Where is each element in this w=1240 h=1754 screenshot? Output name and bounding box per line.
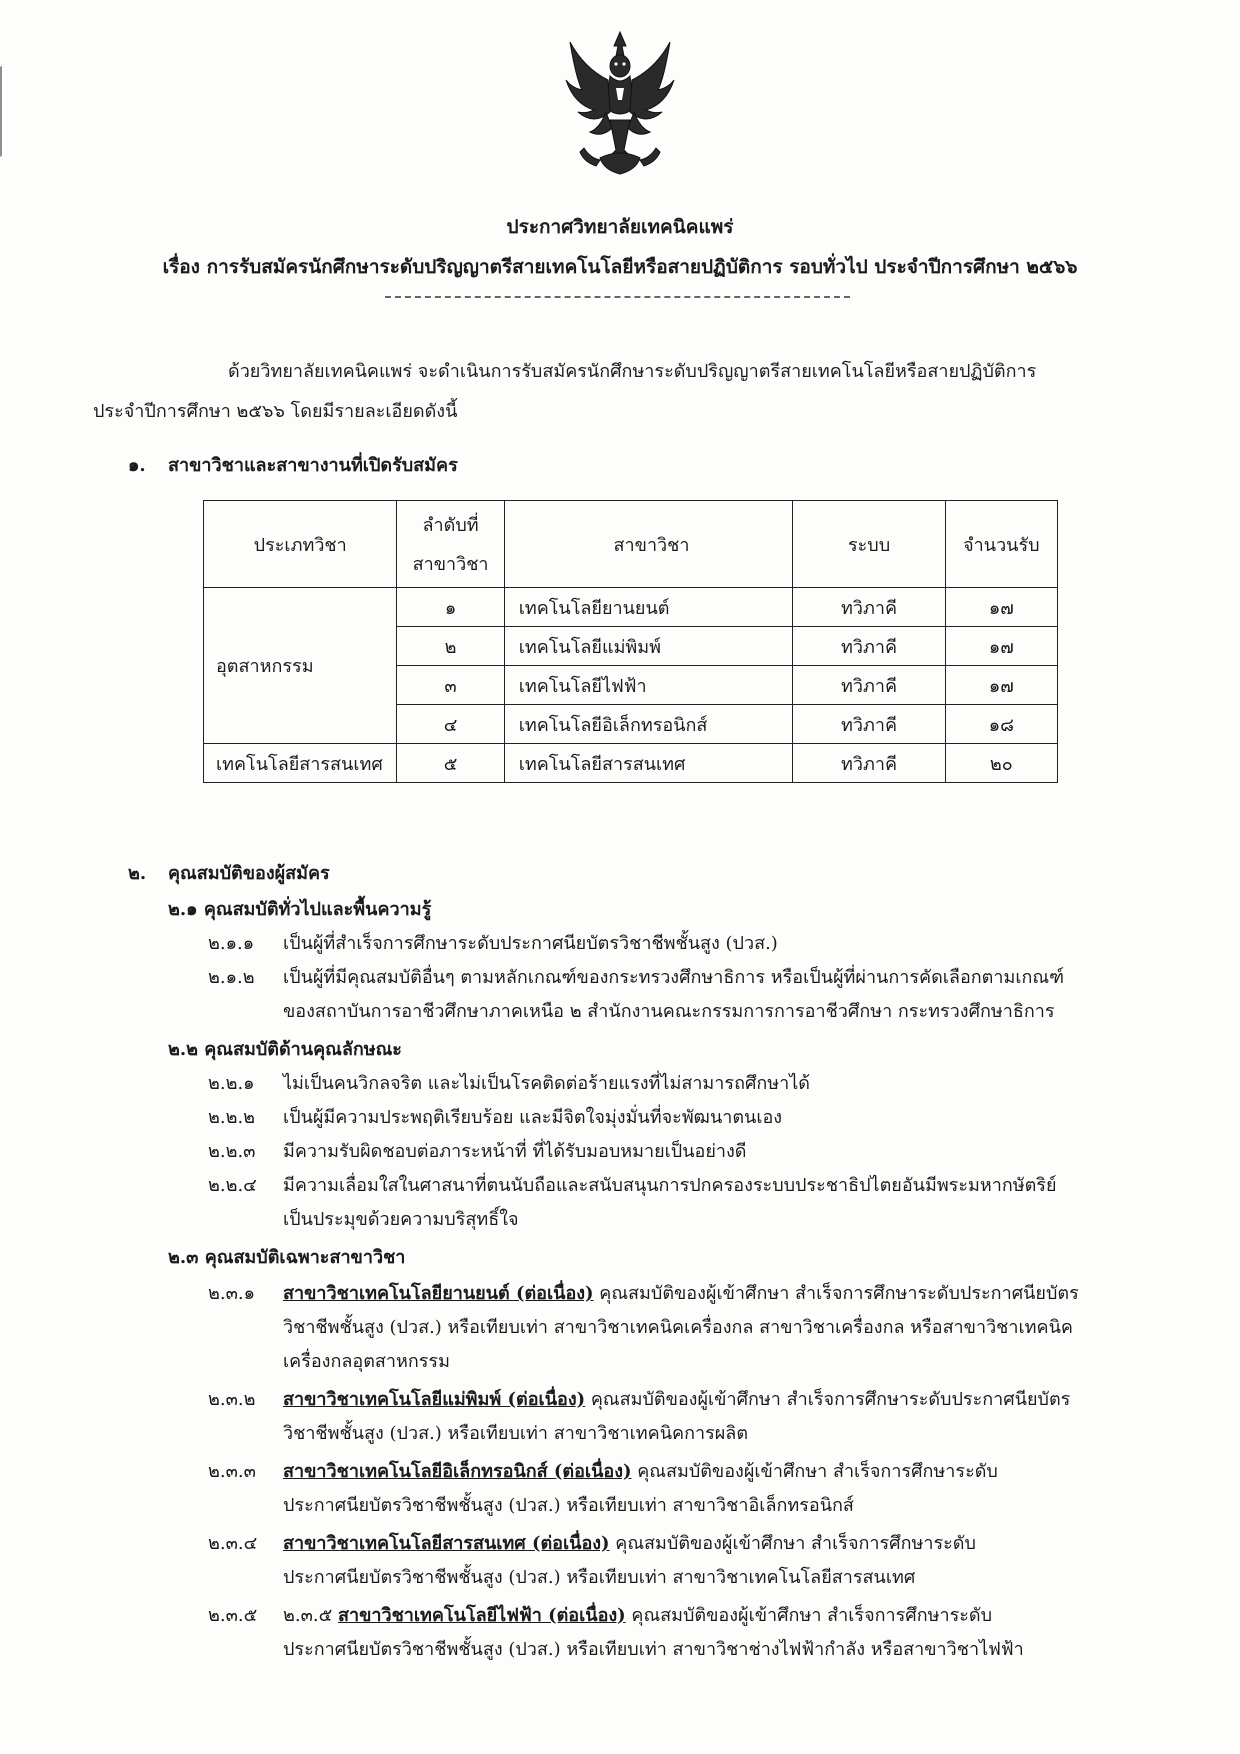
major-name: สาขาวิชาเทคโนโลยียานยนต์ (ต่อเนื่อง): [283, 1283, 594, 1304]
item-text: เป็นผู้มีความประพฤติเรียบร้อย และมีจิตใจมุ่งมั่นที่จะพัฒนาตนเอง: [283, 1107, 783, 1128]
system-cell: ทวิภาคี: [793, 588, 945, 627]
item-continuation: เครื่องกลอุตสาหกรรม: [283, 1351, 450, 1372]
order-cell: ๒: [397, 627, 504, 666]
major-description: คุณสมบัติของผู้เข้าศึกษา สำเร็จการศึกษาระดับ: [625, 1605, 993, 1626]
capacity-cell: ๑๗: [945, 588, 1057, 627]
item-text: มีความรับผิดชอบต่อภาระหน้าที่ ที่ได้รับมอบหมายเป็นอย่างดี: [283, 1141, 747, 1162]
section-1-title: สาขาวิชาและสาขางานที่เปิดรับสมัคร: [168, 455, 458, 476]
name-cell: เทคโนโลยีแม่พิมพ์: [504, 627, 793, 666]
header-name: สาขาวิชา: [504, 501, 793, 588]
item-number: ๒.๓.๔: [208, 1533, 258, 1554]
item-continuation: เป็นประมุขด้วยความบริสุทธิ์ใจ: [283, 1209, 519, 1230]
item-number: ๒.๑.๒: [208, 967, 255, 988]
major-description: คุณสมบัติของผู้เข้าศึกษา สำเร็จการศึกษาระดับประกาศนียบัตร: [593, 1283, 1079, 1304]
item-number: ๒.๓.๑: [208, 1283, 256, 1304]
item-number: ๒.๓.๕: [208, 1605, 258, 1626]
order-cell: ๓: [397, 666, 504, 705]
item-text: เป็นผู้ที่สำเร็จการศึกษาระดับประกาศนียบัตรวิชาชีพชั้นสูง (ปวส.): [283, 933, 778, 954]
header-order: [397, 501, 504, 588]
major-description: คุณสมบัติของผู้เข้าศึกษา สำเร็จการศึกษาระดับ: [631, 1461, 998, 1482]
garuda-emblem-icon: [560, 28, 680, 178]
intro-line-2: ประจำปีการศึกษา ๒๕๖๖ โดยมีรายละเอียดดังนี้: [93, 401, 458, 422]
item-text: มีความเลื่อมใสในศาสนาที่ตนนับถือและสนับสนุนการปกครองระบบประชาธิปไตยอันมีพระมหากษัตริย์: [283, 1175, 1057, 1196]
header-system: ระบบ: [793, 501, 945, 588]
name-cell: เทคโนโลยีไฟฟ้า: [504, 666, 793, 705]
item-text: เป็นผู้ที่มีคุณสมบัติอื่นๆ ตามหลักเกณฑ์ของกระทรวงศึกษาธิการ หรือเป็นผู้ที่ผ่านการคัดเลือกตามเกณฑ์: [283, 967, 1065, 988]
type-cell-industry: อุตสาหกรรม: [204, 588, 397, 744]
major-name: สาขาวิชาเทคโนโลยีไฟฟ้า (ต่อเนื่อง): [337, 1605, 626, 1626]
system-cell: ทวิภาคี: [793, 627, 945, 666]
order-cell: ๔: [397, 705, 504, 744]
item-number: ๒.๒.๑: [208, 1073, 255, 1094]
header-order-line-1: ลำดับที่: [422, 515, 479, 536]
name-cell: เทคโนโลยียานยนต์: [504, 588, 793, 627]
capacity-cell: ๒๐: [945, 744, 1057, 783]
major-description: คุณสมบัติของผู้เข้าศึกษา สำเร็จการศึกษาระดับ: [609, 1533, 976, 1554]
section-2-number: ๒.: [128, 863, 147, 884]
system-cell: ทวิภาคี: [793, 744, 945, 783]
item-number: ๒.๓.๓: [208, 1461, 256, 1482]
announcement-title: ประกาศวิทยาลัยเทคนิคแพร่: [506, 216, 734, 238]
major-name: สาขาวิชาเทคโนโลยีสารสนเทศ (ต่อเนื่อง): [283, 1533, 610, 1554]
system-cell: ทวิภาคี: [793, 666, 945, 705]
order-cell: ๕: [397, 744, 504, 783]
table-header-row: [204, 501, 1058, 588]
item-continuation: วิชาชีพชั้นสูง (ปวส.) หรือเทียบเท่า สาขาวิชาเทคนิคเครื่องกล สาขาวิชาเครื่องกล หรือสาขาวิชาเทคนิค: [283, 1317, 1073, 1338]
item-number: ๒.๒.๒: [208, 1107, 256, 1128]
announcement-subject: เรื่อง การรับสมัครนักศึกษาระดับปริญญาตรีสายเทคโนโลยีหรือสายปฏิบัติการ รอบทั่วไป ประจำปีการศึกษา ๒๕๖๖: [162, 256, 1078, 278]
item-text: [283, 1456, 998, 1485]
item-number: ๒.๒.๔: [208, 1175, 257, 1196]
page-edge-fold: [0, 53, 20, 157]
item-continuation: ประกาศนียบัตรวิชาชีพชั้นสูง (ปวส.) หรือเทียบเท่า สาขาวิชาช่างไฟฟ้ากำลัง หรือสาขาวิชาไฟฟ้า: [283, 1639, 1024, 1660]
capacity-cell: ๑๗: [945, 666, 1057, 705]
item-text: [283, 1384, 1070, 1413]
capacity-cell: ๑๗: [945, 627, 1057, 666]
table-row: [204, 588, 1058, 627]
section-2-title: คุณสมบัติของผู้สมัคร: [168, 863, 330, 884]
section-2-2-title: ๒.๒ คุณสมบัติด้านคุณลักษณะ: [168, 1039, 402, 1060]
title-divider: [385, 296, 850, 298]
header-order-line-2: สาขาวิชา: [412, 554, 489, 575]
item-text: [283, 1600, 992, 1629]
section-2-1-title: ๒.๑ คุณสมบัติทั่วไปและพื้นความรู้: [168, 899, 432, 920]
item-number: ๒.๑.๑: [208, 933, 255, 954]
type-cell-it: เทคโนโลยีสารสนเทศ: [204, 744, 397, 783]
capacity-cell: ๑๘: [945, 705, 1057, 744]
item-text: [283, 1278, 1079, 1307]
name-cell: เทคโนโลยีอิเล็กทรอนิกส์: [504, 705, 793, 744]
major-name: สาขาวิชาเทคโนโลยีแม่พิมพ์ (ต่อเนื่อง): [283, 1389, 586, 1410]
item-continuation: วิชาชีพชั้นสูง (ปวส.) หรือเทียบเท่า สาขาวิชาเทคนิคการผลิต: [283, 1423, 749, 1444]
item-text: ไม่เป็นคนวิกลจริต และไม่เป็นโรคติดต่อร้ายแรงที่ไม่สามารถศึกษาได้: [283, 1073, 811, 1094]
item-continuation: ของสถาบันการอาชีวศึกษาภาคเหนือ ๒ สำนักงานคณะกรรมการการอาชีวศึกษา กระทรวงศึกษาธิการ: [283, 1001, 1055, 1022]
intro-line-1: ด้วยวิทยาลัยเทคนิคแพร่ จะดำเนินการรับสมัครนักศึกษาระดับปริญญาตรีสายเทคโนโลยีหรือสายปฏิบัติการ: [228, 361, 1037, 382]
major-name: สาขาวิชาเทคโนโลยีอิเล็กทรอนิกส์ (ต่อเนื่อง): [283, 1461, 632, 1482]
system-cell: ทวิภาคี: [793, 705, 945, 744]
order-cell: ๑: [397, 588, 504, 627]
majors-table: [203, 500, 1058, 783]
major-description: คุณสมบัติของผู้เข้าศึกษา สำเร็จการศึกษาระดับประกาศนียบัตร: [585, 1389, 1071, 1410]
header-type: ประเภทวิชา: [204, 501, 397, 588]
name-cell: เทคโนโลยีสารสนเทศ: [504, 744, 793, 783]
item-inline-prefix: ๒.๓.๕: [283, 1605, 338, 1626]
section-2-3-title: ๒.๓ คุณสมบัติเฉพาะสาขาวิชา: [168, 1247, 406, 1268]
section-1-number: ๑.: [128, 455, 146, 476]
header-capacity: จำนวนรับ: [945, 501, 1057, 588]
item-text: [283, 1528, 976, 1557]
item-continuation: ประกาศนียบัตรวิชาชีพชั้นสูง (ปวส.) หรือเทียบเท่า สาขาวิชาอิเล็กทรอนิกส์: [283, 1495, 854, 1516]
item-continuation: ประกาศนียบัตรวิชาชีพชั้นสูง (ปวส.) หรือเทียบเท่า สาขาวิชาเทคโนโลยีสารสนเทศ: [283, 1567, 916, 1588]
item-number: ๒.๒.๓: [208, 1141, 256, 1162]
item-number: ๒.๓.๒: [208, 1389, 256, 1410]
table-row: [204, 744, 1058, 783]
